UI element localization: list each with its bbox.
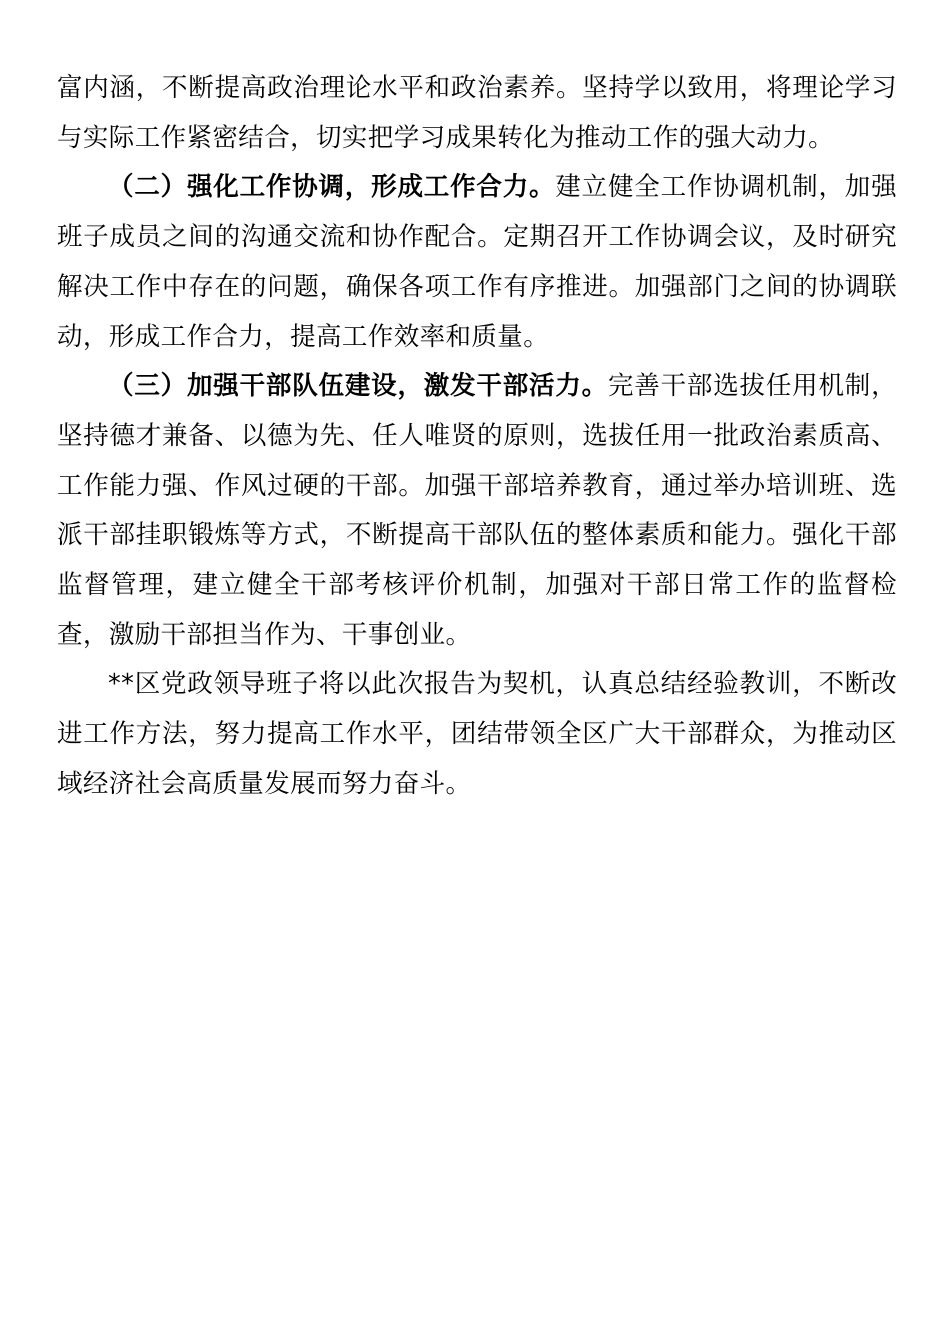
- paragraph-section-3: [57, 362, 897, 660]
- section-heading: （二）强化工作协调，形成工作合力。: [108, 172, 556, 203]
- paragraph-text: 富内涵，不断提高政治理论水平和政治素养。坚持学以致用，将理论学习与实际工作紧密结合，切实把学习成果转化为推动工作的强大动力。: [57, 73, 897, 153]
- paragraph-continuation: [57, 64, 897, 163]
- section-heading: （三）加强干部队伍建设，激发干部活力。: [108, 371, 608, 402]
- paragraph-section-2: [57, 163, 897, 362]
- paragraph-text: 完善干部选拔任用机制，坚持德才兼备、以德为先、任人唯贤的原则，选拔任用一批政治素质高、工作能力强、作风过硬的干部。加强干部培养教育，通过举办培训班、选派干部挂职锻炼等方式，不断提高干部队伍的整体素质和能力。强化干部监督管理，建立健全干部考核评价机制，加强对干部日常工作的监督检查，激励干部担当作为、干事创业。: [57, 371, 897, 650]
- paragraph-text: **区党政领导班子将以此次报告为契机，认真总结经验教训，不断改进工作方法，努力提高工作水平，团结带领全区广大干部群众，为推动区域经济社会高质量发展而努力奋斗。: [57, 669, 897, 799]
- paragraph-conclusion: [57, 660, 897, 809]
- paragraph-text: 建立健全工作协调机制，加强班子成员之间的沟通交流和协作配合。定期召开工作协调会议，及时研究解决工作中存在的问题，确保各项工作有序推进。加强部门之间的协调联动，形成工作合力，提高工作效率和质量。: [57, 172, 897, 352]
- document-page: [57, 64, 897, 810]
